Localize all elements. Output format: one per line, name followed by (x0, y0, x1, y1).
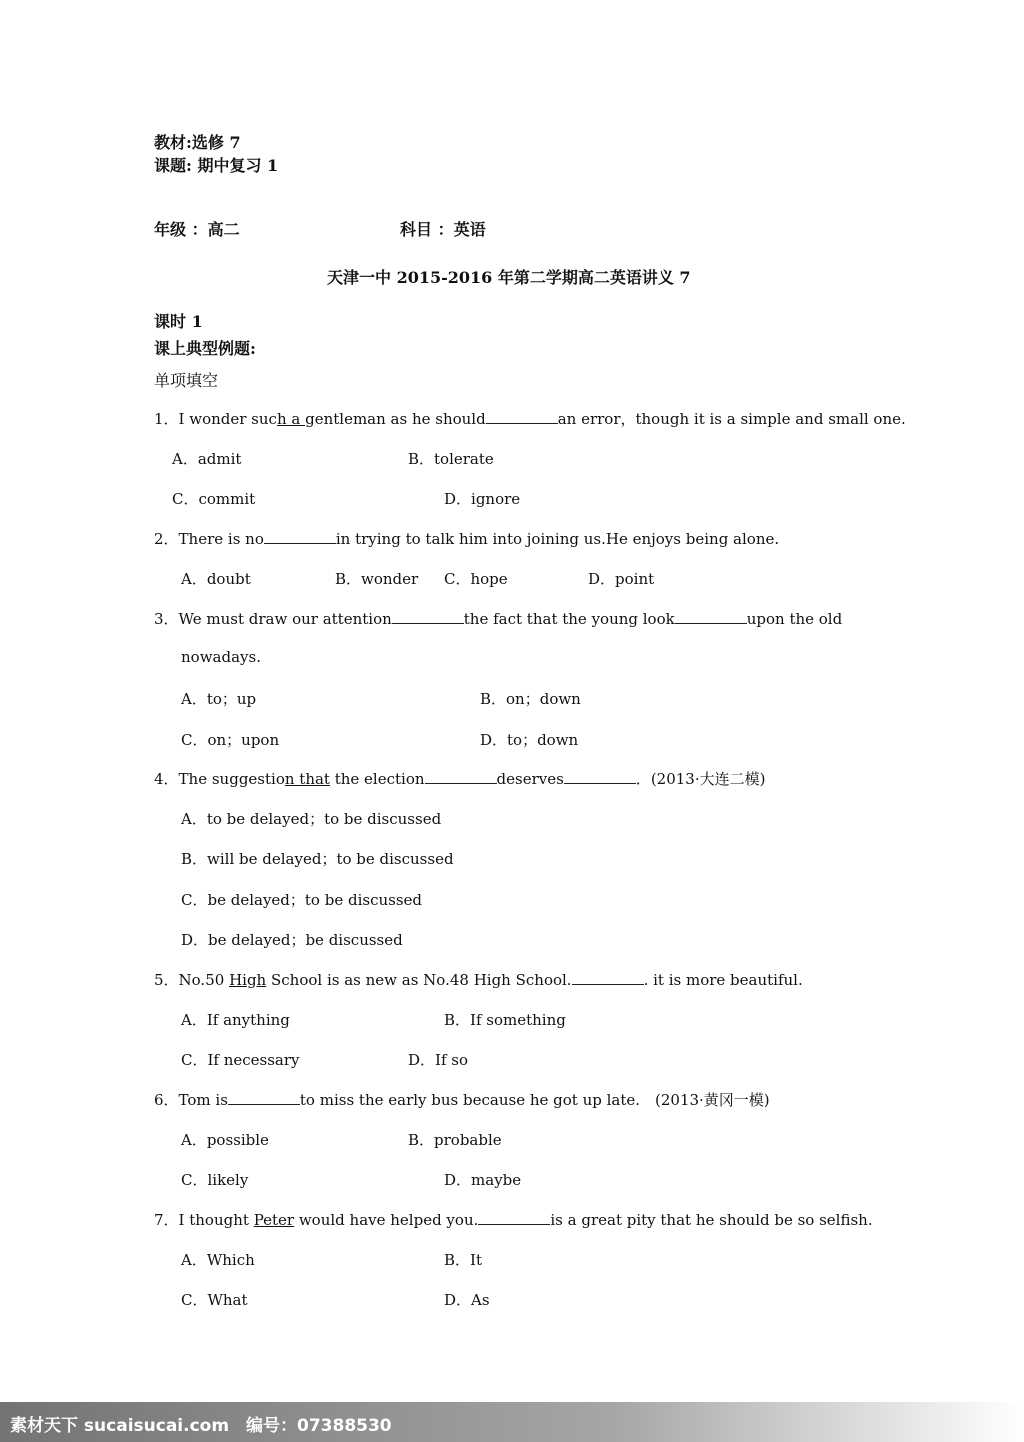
textbook-label: 教材:选修 7 (154, 133, 241, 152)
question-4-stem: 4．The suggestion that the election deserves ．(2013·大连二模) (154, 770, 766, 788)
lesson-label: 课时 1 (154, 312, 203, 331)
question-3-stem: 3．We must draw our attention the fact that the young look upon the old (154, 610, 843, 628)
question-1-stem: 1．I wonder such a gentleman as he should an error，though it is a simple and small one. (154, 410, 906, 428)
q1-option-b: B．tolerate (408, 450, 494, 468)
section-label: 单项填空 (154, 371, 219, 390)
answer-blank (564, 768, 636, 784)
q5-option-d: D．If so (408, 1051, 469, 1069)
q7-option-d: D．As (444, 1291, 490, 1309)
watermark-site: 素材天下 sucaisucai.com (10, 1416, 230, 1436)
page-title: 天津一中 2015-2016 年第二学期高二英语讲义 7 (327, 268, 691, 287)
q1-option-a: A．admit (172, 450, 242, 468)
q6-option-a: A．possible (181, 1131, 269, 1149)
question-5-stem: 5．No.50 High School is as new as No.48 High School. . it is more beautiful. (154, 971, 803, 989)
grade-label: 年级 ：高二 (154, 220, 240, 239)
question-6-stem: 6．Tom is to miss the early bus because he got up late. (2013·黄冈一模) (154, 1091, 770, 1109)
answer-blank (675, 608, 747, 624)
question-3-stem-line2: nowadays. (181, 648, 261, 666)
q4-option-b: B．will be delayed；to be discussed (181, 850, 454, 868)
q3-option-b: B．on；down (480, 690, 581, 708)
q2-option-c: C．hope (444, 570, 508, 588)
q6-option-c: C．likely (181, 1171, 249, 1189)
q4-option-a: A．to be delayed；to be discussed (181, 810, 442, 828)
watermark-id: 编号：07388530 (246, 1416, 392, 1436)
q7-option-a: A．Which (181, 1251, 255, 1269)
answer-blank (392, 608, 464, 624)
q4-option-d: D．be delayed；be discussed (181, 931, 403, 949)
q5-option-a: A．If anything (181, 1011, 290, 1029)
q5-option-b: B．If something (444, 1011, 566, 1029)
watermark-bar (0, 1402, 1024, 1442)
question-7-stem: 7．I thought Peter would have helped you. is a great pity that he should be so selfish. (154, 1211, 873, 1229)
q7-option-c: C．What (181, 1291, 248, 1309)
subject-label: 科目 ：英语 (400, 220, 486, 239)
answer-blank (572, 969, 644, 985)
q7-option-b: B．It (444, 1251, 482, 1269)
q6-option-b: B．probable (408, 1131, 502, 1149)
answer-blank (425, 768, 497, 784)
topic-label: 课题: 期中复习 1 (154, 156, 279, 175)
q2-option-b: B．wonder (335, 570, 419, 588)
examples-label: 课上典型例题: (154, 339, 256, 358)
q5-option-c: C．If necessary (181, 1051, 300, 1069)
q1-option-c: C．commit (172, 490, 256, 508)
q1-option-d: D．ignore (444, 490, 521, 508)
question-2-stem: 2．There is no in trying to talk him into joining us.He enjoys being alone. (154, 530, 780, 548)
answer-blank (228, 1089, 300, 1105)
answer-blank (478, 1209, 550, 1225)
answer-blank (486, 408, 558, 424)
q6-option-d: D．maybe (444, 1171, 522, 1189)
q2-option-a: A．doubt (181, 570, 251, 588)
q3-option-a: A．to；up (181, 690, 257, 708)
q4-option-c: C．be delayed；to be discussed (181, 891, 423, 909)
q2-option-d: D．point (588, 570, 655, 588)
q3-option-c: C．on；upon (181, 731, 280, 749)
q3-option-d: D．to；down (480, 731, 579, 749)
answer-blank (264, 528, 336, 544)
